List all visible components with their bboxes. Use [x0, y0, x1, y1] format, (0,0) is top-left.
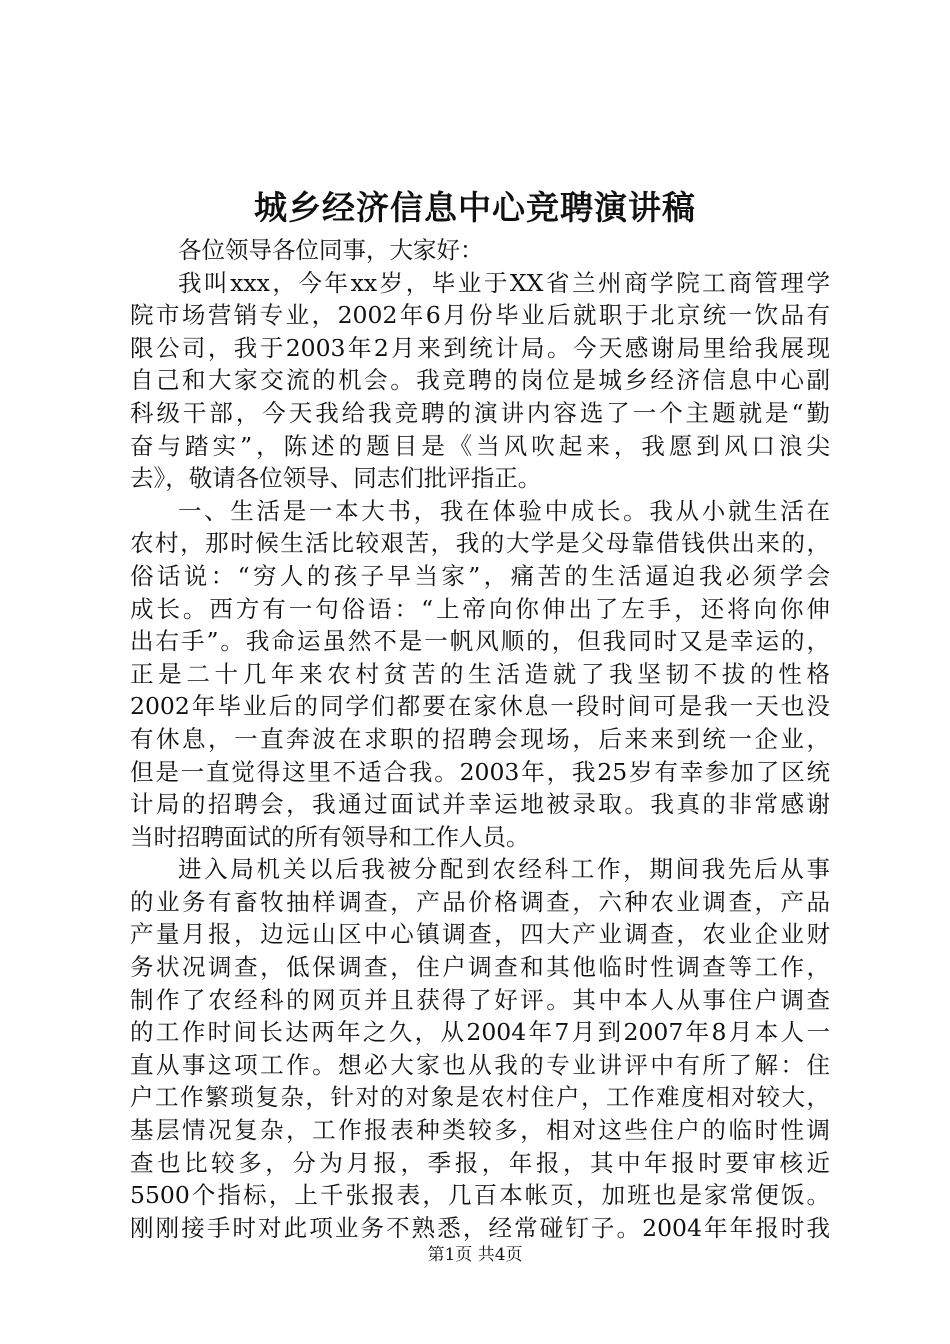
text-line: 农村，那时候生活比较艰苦，我的大学是父母靠借钱供出来的， — [130, 529, 830, 558]
document-body — [130, 234, 830, 1244]
text-line: 的工作时间长达两年之久，从2004年7月到2007年8月本人一 — [130, 1018, 830, 1047]
text-line: 进入局机关以后我被分配到农经科工作，期间我先后从事 — [178, 855, 830, 884]
text-line: 查也比较多，分为月报，季报，年报，其中年报时要审核近 — [130, 1148, 830, 1177]
text-line: 一、生活是一本大书，我在体验中成长。我从小就生活在 — [178, 496, 830, 525]
text-line: 当时招聘面试的所有领导和工作人员。 — [130, 822, 530, 851]
text-line: 正是二十几年来农村贫苦的生活造就了我坚韧不拔的性格 — [130, 659, 830, 688]
text-line: 户工作繁琐复杂，针对的对象是农村住户，工作难度相对较大， — [130, 1083, 830, 1112]
text-line: 自己和大家交流的机会。我竞聘的岗位是城乡经济信息中心副 — [130, 366, 830, 395]
text-line: 基层情况复杂，工作报表种类较多，相对这些住户的临时性调 — [130, 1116, 830, 1145]
text-line: 去》，敬请各位领导、同志们批评指正。 — [130, 464, 542, 493]
text-line: 院市场营销专业，2002年6月份毕业后就职于北京统一饮品有 — [130, 301, 830, 330]
text-line: 科级干部，今天我给我竞聘的演讲内容选了一个主题就是“勤 — [130, 398, 830, 427]
text-line-greeting: 各位领导各位同事，大家好： — [178, 236, 484, 264]
text-line: 直从事这项工作。想必大家也从我的专业讲评中有所了解：住 — [130, 1050, 830, 1079]
text-line: 刚刚接手时对此项业务不熟悉，经常碰钉子。2004年年报时我 — [130, 1213, 830, 1242]
text-line: 计局的招聘会，我通过面试并幸运地被录取。我真的非常感谢 — [130, 790, 830, 819]
page-number-footer: 第1页 共4页 — [427, 1245, 523, 1265]
text-line: 限公司，我于2003年2月来到统计局。今天感谢局里给我展现 — [130, 333, 830, 362]
text-line: 有休息，一直奔波在求职的招聘会现场，后来来到统一企业， — [130, 724, 830, 753]
document-title: 城乡经济信息中心竞聘演讲稿 — [254, 188, 696, 227]
text-line: 俗话说：“穷人的孩子早当家”，痛苦的生活逼迫我必须学会 — [130, 561, 830, 590]
text-line: 成长。西方有一句俗语：“上帝向你伸出了左手，还将向你伸 — [130, 594, 830, 623]
text-line: 务状况调查，低保调查，住户调查和其他临时性调查等工作， — [130, 953, 830, 982]
text-line: 2002年毕业后的同学们都要在家休息一段时间可是我一天也没 — [130, 692, 830, 721]
text-line: 但是一直觉得这里不适合我。2003年，我25岁有幸参加了区统 — [130, 757, 830, 786]
text-line: 奋与踏实”，陈述的题目是《当风吹起来，我愿到风口浪尖 — [130, 431, 830, 460]
text-line: 的业务有畜牧抽样调查，产品价格调查，六种农业调查，产品 — [130, 887, 830, 916]
text-line: 5500个指标，上千张报表，几百本帐页，加班也是家常便饭。 — [130, 1181, 830, 1210]
text-line: 制作了农经科的网页并且获得了好评。其中本人从事住户调查 — [130, 985, 830, 1014]
text-line: 产量月报，边远山区中心镇调查，四大产业调查，农业企业财 — [130, 920, 830, 949]
text-line: 我叫xxx，今年xx岁，毕业于XX省兰州商学院工商管理学 — [178, 268, 830, 297]
text-line: 出右手”。我命运虽然不是一帆风顺的，但我同时又是幸运的， — [130, 627, 830, 656]
